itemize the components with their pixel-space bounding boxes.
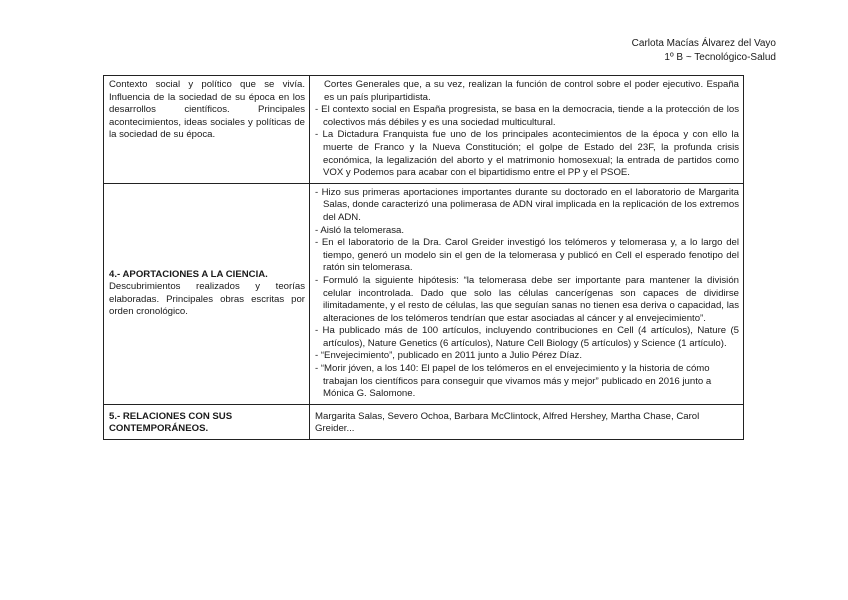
row-content-cell: [310, 404, 744, 439]
row-label-cell: [104, 183, 310, 404]
biography-table: [103, 75, 744, 440]
table-row: [104, 183, 744, 404]
list-item: - “Morir jóven, a los 140: El papel de los telómeros en el envejecimiento y la historia de cómo trabajan los científicos para conseguir que vivamos más y mejor” publicado en 2016 junto a Mónica G. Salomone.: [315, 363, 712, 400]
row-content-cell: [310, 76, 744, 184]
contemporaries-text: Margarita Salas, Severo Ochoa, Barbara McClintock, Alfred Hershey, Martha Chase, Carol Greider...: [315, 410, 700, 435]
list-item: - Hizo sus primeras aportaciones importantes durante su doctorado en el laboratorio de Margarita Salas, donde caracterizó una polimerasa de ADN viral implicada en la replicación de los extremos del ADN.: [315, 186, 739, 223]
list-item: - La Dictadura Franquista fue uno de los principales acontecimientos de la época y con ello la muerte de Franco y la Nueva Constitución; el golpe de Estado del 23F, la profunda crisis económica, la legalización del aborto y el matrimonio homosexual; la entrada de partidos como VOX y Podemos para acabar con el bipartidismo entre el PP y el PSOE.: [315, 129, 739, 179]
continuation-text: Cortes Generales que, a su vez, realizan la función de control sobre el poder ejecutivo. España es un país pluripartidista.: [324, 79, 739, 103]
row-label-cell: [104, 404, 310, 439]
section-description: Descubrimientos realizados y teorías elaboradas. Principales obras escritas por orden cronológico.: [109, 281, 305, 318]
table-row: [104, 404, 744, 439]
section-title: 4.- APORTACIONES A LA CIENCIA.: [109, 268, 268, 280]
author-name: Carlota Macías Álvarez del Vayo: [631, 38, 776, 49]
list-item: - En el laboratorio de la Dra. Carol Greider investigó los telómeros y telomerasa y, a lo largo del tiempo, generó un modelo sin el gen de la telomerasa y publicó en Cell el esperado fenotipo del ratón sin telomerasa.: [315, 237, 739, 274]
row-content-cell: [310, 183, 744, 404]
course-label: 1º B ~ Tecnológico-Salud: [664, 52, 776, 63]
list-item: - El contexto social en España progresista, se basa en la democracia, tiende a la protección de los colectivos más débiles y es una sociedad multicultural.: [315, 104, 739, 128]
row-label-cell: [104, 76, 310, 184]
list-item: - Ha publicado más de 100 artículos, incluyendo contribuciones en Cell (4 artículos), Nature (5 artículos), Nature Genetics (6 artículos), Nature Cell Biology (5 artículos) y Science (1 artículo).: [315, 325, 739, 349]
list-item: - “Envejecimiento”, publicado en 2011 junto a Julio Pérez Díaz.: [315, 350, 582, 362]
list-item: - Aisló la telomerasa.: [315, 224, 405, 236]
list-item: - Formuló la siguiente hipótesis: “la telomerasa debe ser importante para mantener la división celular incontrolada. Dado que solo las células cancerígenas son capaces de dividirse ilimitadamente, y el resto de células, las que seguían sanas no tienen esa deriva o capacidad, las alteraciones de los telómeros tendrían que estar asociadas al cáncer y al envejecimiento”.: [315, 274, 739, 324]
table-row: [104, 76, 744, 184]
row-label-text: Contexto social y político que se vivía. Influencia de la sociedad de su época en los desarrollos científicos. Principales acontecimientos, ideas sociales y políticas de la sociedad de su época.: [109, 79, 305, 141]
section-title: 5.- RELACIONES CON SUS CONTEMPORÁNEOS.: [109, 410, 233, 435]
page-header: [632, 37, 776, 65]
